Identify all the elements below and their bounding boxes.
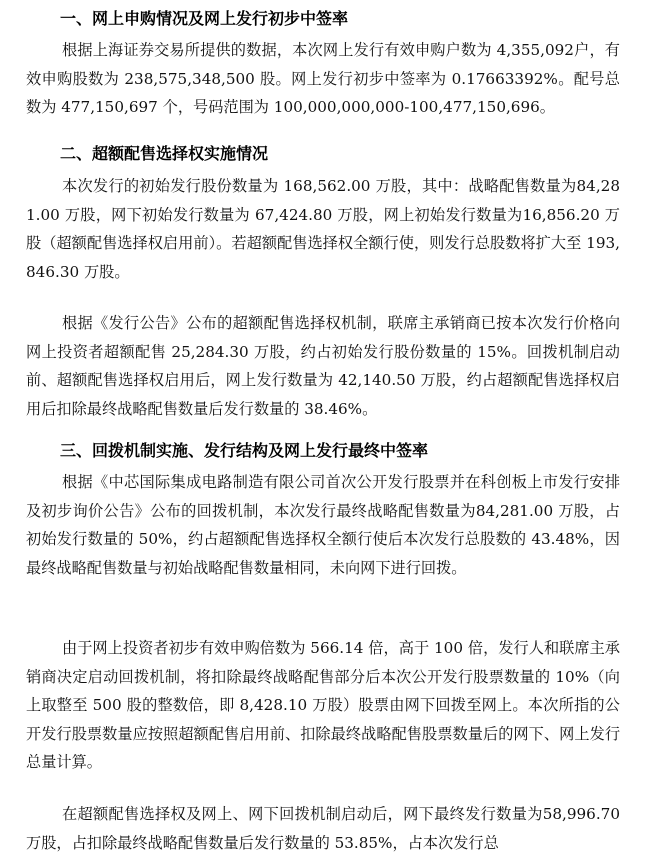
section-1-heading: 一、网上申购情况及网上发行初步中签率 [60,9,349,28]
section-3-heading: 三、回拨机制实施、发行结构及网上发行最终中签率 [60,441,429,460]
section-1-paragraph-1: 根据上海证券交易所提供的数据，本次网上发行有效申购户数为 4,355,092户，有效申购股数为 238,575,348,500 股。网上发行初步中签率为 0.17663392%。配号总数为 477,150,697 个，号码范围为 100,000,000,000-100,477,150,696。 [26,41,620,117]
section-3-paragraph-3: 在超额配售选择权及网上、网下回拨机制启动后，网下最终发行数量为58,996.70 万股，占扣除最终战略配售数量后发行数量的 53.85%，占本次发行总 [26,805,620,852]
section-2-paragraph-1: 本次发行的初始发行股份数量为 168,562.00 万股，其中：战略配售数量为84,281.00 万股，网下初始发行数量为 67,424.80 万股，网上初始发行数量为16,856.20 万股（超额配售选择权启用前）。若超额配售选择权全额行使，则发行总股数将扩大至 193,846.30 万股。 [26,177,620,281]
section-3-paragraph-2: 由于网上投资者初步有效申购倍数为 566.14 倍，高于 100 倍，发行人和联席主承销商决定启动回拨机制，将扣除最终战略配售部分后本次公开发行股票数量的 10%（向上取整至 500 股的整数倍，即 8,428.10 万股）股票由网下回拨至网上。本次所指的公开发行股票数量应按照超额配售启用前、扣除最终战略配售股票数量后的网下、网上发行总量计算。 [26,639,620,772]
section-2-paragraph-2: 根据《发行公告》公布的超额配售选择权机制，联席主承销商已按本次发行价格向网上投资者超额配售 25,284.30 万股，约占初始发行股份数量的 15%。回拨机制启动前、超额配售选择权启用后，网上发行数量为 42,140.50 万股，约占超额配售选择权启用后扣除最终战略配售数量后发行数量的 38.46%。 [26,314,620,418]
section-3-paragraph-1: 根据《中芯国际集成电路制造有限公司首次公开发行股票并在科创板上市发行安排及初步询价公告》公布的回拨机制，本次发行最终战略配售数量为84,281.00 万股，占初始发行数量的 50%，约占超额配售选择权全额行使后本次发行总股数的 43.48%，因最终战略配售数量与初始战略配售数量相同，未向网下进行回拨。 [26,473,620,577]
section-2-heading: 二、超额配售选择权实施情况 [60,144,269,163]
